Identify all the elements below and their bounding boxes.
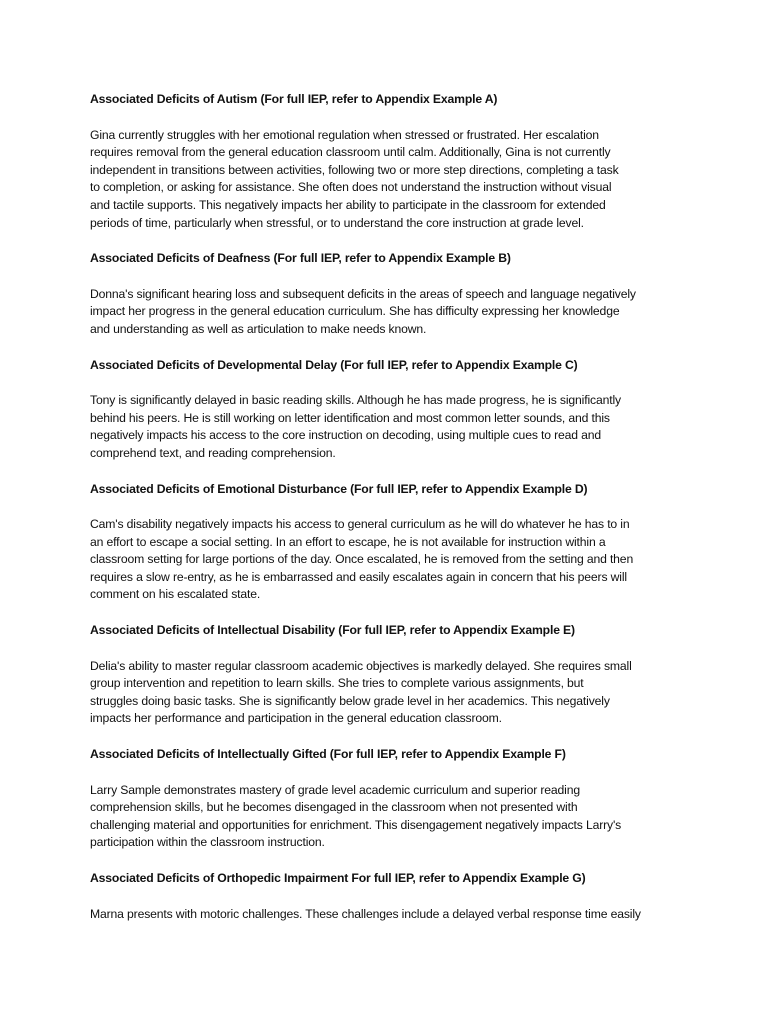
section-heading: Associated Deficits of Intellectually Gifted (For full IEP, refer to Appendix Example F) — [90, 747, 566, 762]
section-paragraph — [90, 127, 690, 233]
document-page — [90, 91, 690, 941]
section-intellectual-disability — [90, 622, 690, 728]
section-heading: Associated Deficits of Orthopedic Impairment For full IEP, refer to Appendix Example G) — [90, 871, 586, 885]
paragraph-line: classroom setting for large portions of the day. Once escalated, he is removed from the setting and then — [90, 552, 634, 567]
paragraph-line: struggles doing basic tasks. She is significantly below grade level in her academics. This negatively — [90, 693, 610, 708]
paragraph-line: to completion, or asking for assistance. She often does not understand the instruction without visual — [90, 180, 612, 195]
paragraph-line: participation within the classroom instruction. — [90, 835, 325, 850]
paragraph-line: and understanding as well as articulation to make needs known. — [90, 321, 427, 336]
section-paragraph — [90, 516, 690, 604]
section-heading: Associated Deficits of Intellectual Disability (For full IEP, refer to Appendix Example E) — [90, 623, 575, 638]
section-emotional-disturbance — [90, 481, 690, 605]
section-autism — [90, 91, 690, 232]
paragraph-line: comprehension skills, but he becomes disengaged in the classroom when not presented with — [90, 800, 578, 815]
paragraph-line: comprehend text, and reading comprehension. — [90, 445, 336, 460]
section-deafness — [90, 250, 690, 338]
paragraph-line: an effort to escape a social setting. In an effort to escape, he is not available for instruction within a — [90, 534, 606, 549]
paragraph-line: independent in transitions between activities, following two or more step directions, completing a task — [90, 162, 619, 177]
paragraph-line: Larry Sample demonstrates mastery of grade level academic curriculum and superior reading — [90, 782, 580, 797]
paragraph-line: impacts her performance and participation in the general education classroom. — [90, 711, 502, 726]
section-paragraph — [90, 392, 690, 462]
paragraph-line: Donna's significant hearing loss and subsequent deficits in the areas of speech and language negatively — [90, 286, 636, 301]
paragraph-line: Marna presents with motoric challenges. These challenges include a delayed verbal response time easily — [90, 906, 641, 921]
section-heading: Associated Deficits of Emotional Disturbance (For full IEP, refer to Appendix Example D) — [90, 481, 588, 496]
section-heading: Associated Deficits of Autism (For full IEP, refer to Appendix Example A) — [90, 92, 498, 106]
paragraph-line: comment on his escalated state. — [90, 587, 261, 602]
paragraph-line: requires a slow re-entry, as he is embarrassed and easily escalates again in concern that his peers will — [90, 569, 627, 584]
section-heading: Associated Deficits of Deafness (For full IEP, refer to Appendix Example B) — [90, 251, 511, 266]
section-paragraph — [90, 782, 690, 852]
paragraph-line: requires removal from the general education classroom until calm. Additionally, Gina is not currently — [90, 145, 611, 160]
paragraph-line: Gina currently struggles with her emotional regulation when stressed or frustrated. Her escalation — [90, 127, 599, 142]
section-paragraph — [90, 906, 690, 924]
paragraph-line: periods of time, particularly when stressful, or to understand the core instruction at grade level. — [90, 215, 584, 230]
section-intellectually-gifted — [90, 746, 690, 852]
section-developmental-delay — [90, 357, 690, 463]
paragraph-line: challenging material and opportunities for enrichment. This disengagement negatively impacts Larry's — [90, 817, 622, 832]
paragraph-line: impact her progress in the general education curriculum. She has difficulty expressing her knowledge — [90, 304, 620, 319]
section-heading: Associated Deficits of Developmental Delay (For full IEP, refer to Appendix Example C) — [90, 357, 578, 372]
paragraph-line: negatively impacts his access to the core instruction on decoding, using multiple cues to read and — [90, 428, 602, 443]
section-paragraph — [90, 658, 690, 728]
paragraph-line: Cam's disability negatively impacts his access to general curriculum as he will do whatever he has to in — [90, 517, 630, 532]
paragraph-line: group intervention and repetition to learn skills. She tries to complete various assignments, but — [90, 676, 584, 691]
paragraph-line: Delia's ability to master regular classroom academic objectives is markedly delayed. She requires small — [90, 658, 632, 673]
section-paragraph — [90, 286, 690, 339]
paragraph-line: and tactile supports. This negatively impacts her ability to participate in the classroom for extended — [90, 197, 606, 212]
paragraph-line: Tony is significantly delayed in basic reading skills. Although he has made progress, he is significantly — [90, 393, 621, 408]
paragraph-line: behind his peers. He is still working on letter identification and most common letter sounds, and this — [90, 410, 610, 425]
section-orthopedic-impairment — [90, 870, 690, 923]
